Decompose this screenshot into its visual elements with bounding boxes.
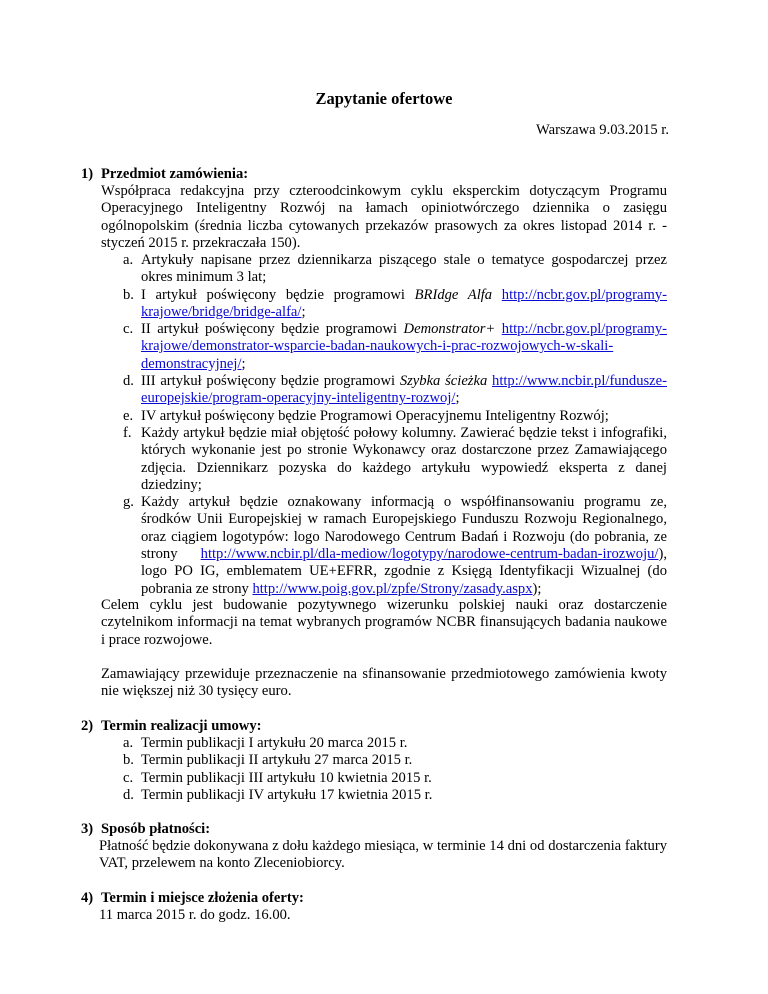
list-item-text: III artykuł poświęcony będzie programowi — [141, 373, 400, 390]
list-item-text: Termin publikacji II artykułu 27 marca 2015 r. — [141, 752, 413, 769]
section-1-list — [101, 252, 667, 598]
list-item-text: Każdy artykuł będzie oznakowany informacją o współfinansowaniu programu ze, środków Unii Europejskiej w ramach Europejskiego Funduszu Rozwoju Regionalnego, oraz ciągiem logotypów: logo Narodowego Centrum Badań i Rozwoju (do pobrania, ze strony — [141, 494, 667, 563]
list-item — [101, 408, 667, 425]
section-1-intro: Współpraca redakcyjna przy czteroodcinkowym cyklu eksperckim dotyczącym Programu Operacyjnego Inteligentny Rozwój na łamach opiniotwórczego dziennika o zasięgu ogólnopolskim (średnia liczba cytowanych przekazów prasowych za okres listopad 2014 r. - styczeń 2015 r. przekraczała 150). — [101, 183, 667, 251]
list-marker: b. — [123, 752, 134, 769]
list-item — [101, 252, 667, 287]
list-marker: a. — [123, 252, 134, 268]
section-number: 1) — [81, 166, 94, 182]
list-marker: c. — [123, 321, 134, 338]
section-title: Przedmiot zamówienia: — [101, 166, 249, 182]
list-item-punct: ; — [455, 390, 460, 407]
list-item-text: I artykuł poświęcony będzie programowi — [141, 286, 415, 303]
section-title: Termin realizacji umowy: — [101, 718, 262, 734]
program-link-szybka-sciezka[interactable]: http://www.ncbir.pl/fundusze-europejskie/program-operacyjny-inteligentny-rozwoj/ — [141, 373, 667, 407]
section-number: 4) — [81, 890, 94, 906]
list-marker: e. — [123, 407, 134, 424]
list-item-text: Termin publikacji IV artykułu 17 kwietnia 2015 r. — [141, 786, 433, 803]
list-item-text: ), logo PO IG, emblematem UE+EFRR, zgodnie z Księgą Identyfikacji Wizualnej (do pobrania ze strony — [141, 546, 667, 597]
list-item — [101, 321, 667, 373]
list-item — [101, 770, 667, 787]
program-name: BRIdge Alfa — [414, 286, 493, 303]
program-name: Demonstrator+ — [403, 321, 496, 338]
list-marker: a. — [123, 735, 134, 751]
list-item — [101, 752, 667, 769]
section-4-heading — [81, 890, 304, 907]
list-marker: c. — [123, 769, 134, 786]
list-item-punct: ; — [241, 355, 246, 372]
list-marker: f. — [123, 424, 132, 441]
section-title: Sposób płatności: — [101, 821, 211, 837]
program-name: Szybka ścieżka — [399, 373, 488, 390]
list-item-text: II artykuł poświęcony będzie programowi — [141, 321, 404, 338]
section-1-paragraph-budget: Zamawiający przewiduje przeznaczenie na sfinansowanie przedmiotowego zamówienia kwoty nie większej niż 30 tysięcy euro. — [101, 666, 667, 700]
section-3-text: Płatność będzie dokonywana z dołu każdego miesiąca, w terminie 14 dni od dostarczenia faktury VAT, przelewem na konto Zleceniobiorcy. — [99, 838, 667, 872]
list-marker: d. — [123, 373, 134, 390]
list-item-text: IV artykuł poświęcony będzie Programowi Operacyjnemu Inteligentny Rozwój; — [141, 407, 609, 424]
list-marker: b. — [123, 286, 134, 303]
visual-identity-link[interactable]: http://www.poig.gov.pl/zpfe/Strony/zasady.aspx — [252, 580, 533, 597]
section-2-list — [101, 735, 667, 804]
list-item — [101, 787, 667, 804]
list-marker: g. — [123, 494, 134, 511]
section-1-heading — [81, 166, 248, 183]
section-1-paragraph-goal: Celem cyklu jest budowanie pozytywnego wizerunku polskiej nauki oraz dostarczenie czytelnikom informacji na temat wybranych programów NCBR finansujących badania naukowe i prace rozwojowe. — [101, 597, 667, 648]
program-link-demonstrator[interactable]: http://ncbr.gov.pl/programy-krajowe/demonstrator-wsparcie-badan-naukowych-i-prac-rozwojowych-w-skali-demonstracyjnej/ — [141, 321, 668, 372]
section-2-heading — [81, 718, 262, 735]
program-link-bridge-alfa[interactable]: http://ncbr.gov.pl/programy-krajowe/bridge/bridge-alfa/ — [141, 286, 668, 320]
list-item — [101, 287, 667, 322]
list-item-punct: ; — [301, 303, 306, 320]
list-item-text: Termin publikacji I artykułu 20 marca 2015 r. — [141, 735, 408, 751]
section-number: 2) — [81, 718, 94, 734]
section-4-text: 11 marca 2015 r. do godz. 16.00. — [99, 907, 291, 923]
document-title: Zapytanie ofertowe — [315, 89, 453, 108]
section-title: Termin i miejsce złożenia oferty: — [101, 890, 304, 906]
list-item-text: Artykuły napisane przez dziennikarza piszącego stale o tematyce gospodarczej przez okres minimum 3 lat; — [141, 252, 667, 286]
list-item-text: Każdy artykuł będzie miał objętość połowy kolumny. Zawierać będzie tekst i infografiki, których wykonanie jest po stronie Wykonawcy oraz dostarczone przez Zamawiającego zdjęcia. Dziennikarz pozyska do każdego artykułu wypowiedź eksperta z danej dziedziny; — [141, 424, 667, 493]
document-date: Warszawa 9.03.2015 r. — [536, 122, 669, 138]
list-marker: d. — [123, 786, 134, 803]
list-item — [101, 425, 667, 494]
section-3-heading — [81, 821, 210, 838]
section-number: 3) — [81, 821, 94, 837]
list-item-text: Termin publikacji III artykułu 10 kwietnia 2015 r. — [141, 769, 432, 786]
list-item — [101, 373, 667, 408]
list-item-punct: ); — [532, 580, 542, 597]
list-item — [101, 494, 667, 598]
logo-download-link[interactable]: http://www.ncbir.pl/dla-mediow/logotypy/narodowe-centrum-badan-irozwoju/ — [200, 546, 659, 563]
list-item — [101, 735, 667, 752]
